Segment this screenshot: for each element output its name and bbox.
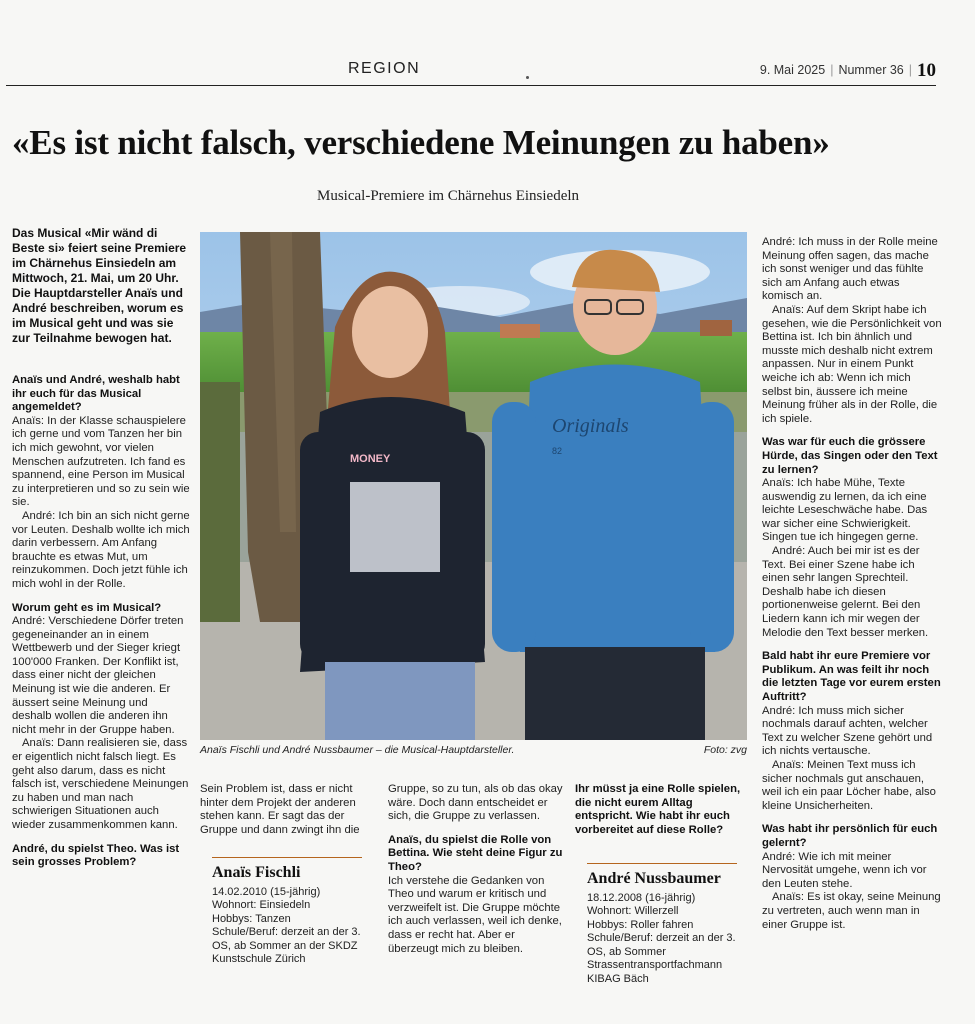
- interview-answer: Sein Problem ist, dass er nicht hinter dem Projekt der anderen stehen kann. Er sagt das der Gruppe und dann zwingt ihn die: [200, 783, 360, 836]
- profile-detail: 14.02.2010 (15-jährig): [212, 885, 321, 898]
- issue-number: Nummer 36: [838, 63, 904, 77]
- profile-detail: Wohnort: Willerzell: [587, 905, 679, 917]
- text-column-1: [12, 226, 190, 870]
- interview-answer: André: Ich muss mich sicher nochmals darauf achten, welcher Text zu welcher Szene gehört und ich nichts vertausche.: [762, 704, 933, 758]
- text-column-3: [388, 783, 564, 956]
- photo-credit: Foto: zvg: [703, 744, 747, 756]
- interview-answer: André: Ich bin an sich nicht gerne vor Leuten. Deshalb wollte ich mich darin verbessern. Am Anfang brauchte es etwas Mut, um reinzukommen. Doch jetzt fühle ich mich wohl in der Rolle.: [12, 509, 190, 590]
- column-1-body: [12, 374, 190, 870]
- profile-detail: 18.12.2008 (16-jährig): [587, 891, 696, 904]
- profile-andre: [587, 863, 747, 986]
- interview-question: Was habt ihr persönlich für euch gelernt?: [762, 823, 938, 849]
- headline: «Es ist nicht falsch, verschiedene Meinungen zu haben»: [12, 123, 830, 162]
- interview-question: Anaïs, du spielst die Rolle von Bettina. Wie steht deine Figur zu Theo?: [388, 833, 563, 873]
- text-column-4: [575, 783, 751, 837]
- profile-detail: Hobbys: Roller fahren: [587, 918, 694, 931]
- profile-anais: [212, 857, 372, 967]
- interview-answer: André: Ich muss in der Rolle meine Meinung offen sagen, das mache ich sonst weniger und das fühlte sich am Anfang auch etwas komisch an.: [762, 236, 938, 303]
- interview-answer: Anaïs: Ich habe Mühe, Texte auswendig zu lernen, da ich eine leichte Leseschwäche habe. Das war sicher eine Schwierigkeit. Singen tue ich hingegen gerne.: [762, 477, 928, 544]
- issue-info: 9. Mai 2025 | Nummer 36 | 10: [759, 60, 936, 81]
- profile-name: Anaïs Fischli: [212, 864, 301, 881]
- interview-answer: Ich verstehe die Gedanken von Theo und warum er kritisch und verzweifelt ist. Die Gruppe möchte ich auch verlassen, weil ich denke, dass er recht hat. Aber er überzeugt mich zu bleiben.: [388, 874, 562, 955]
- page-number: 10: [917, 60, 936, 81]
- header-rule: [6, 85, 936, 86]
- interview-question: Worum geht es im Musical?: [12, 601, 162, 614]
- article-photo: [200, 232, 747, 740]
- sweatshirt-text-right: Originals: [552, 415, 629, 437]
- subheadline: Musical-Premiere im Chärnehus Einsiedeln: [317, 188, 580, 204]
- photo-caption-row: [200, 744, 747, 756]
- interview-question: Was war für euch die grössere Hürde, das Singen oder den Text zu lernen?: [762, 436, 938, 476]
- profile-name: André Nussbaumer: [587, 870, 721, 887]
- interview-question: André, du spielst Theo. Was ist sein grosses Problem?: [12, 842, 180, 869]
- photo-illustration: [200, 232, 747, 740]
- interview-answer: André: Wie ich mit meiner Nervosität umgehe, wenn ich vor den Leuten stehe.: [762, 850, 927, 890]
- interview-answer: Anaïs: Es ist okay, seine Meinung zu vertreten, auch wenn man in einer Gruppe ist.: [762, 891, 941, 931]
- photo-caption: Anaïs Fischli und André Nussbaumer – die Musical-Hauptdarsteller.: [200, 744, 515, 756]
- section-label: REGION: [348, 60, 421, 77]
- interview-question: Anaïs und André, weshalb habt ihr euch für das Musical angemeldet?: [12, 374, 180, 414]
- interview-answer: Anaïs: Dann realisieren sie, dass er eigentlich nicht falsch liegt. Es geht also darum, dass es nicht falsch ist, verschiedene Meinungen zu haben und man nach schwierigen Situationen auch wieder zusammenkommen kann.: [12, 737, 189, 831]
- issue-date: 9. Mai 2025: [759, 63, 826, 77]
- sweatshirt-text-left: MONEY: [350, 453, 391, 465]
- interview-answer: Anaïs: Auf dem Skript habe ich gesehen, wie die Persönlichkeit von Bettina ist. Ich bin ähnlich und musste mich deshalb nicht extrem anpassen. Nur in einem Punkt weiche ich ab: Wenn ich mich selbst bin, äussere ich meine Meinung früher als in der Rolle, die ich spiele.: [762, 303, 942, 425]
- interview-answer: André: Auch bei mir ist es der Text. Bei einer Szene habe ich einen sehr langen Sprechteil. Deshalb habe ich diesen portionenweise gelernt. Bei den Liedern kann ich mir wegen der Melodie den Text besser merken.: [762, 545, 929, 639]
- profile-detail: Wohnort: Einsiedeln: [212, 899, 311, 911]
- sweatshirt-small-text: 82: [552, 446, 563, 456]
- profile-rule: [212, 857, 362, 858]
- profile-detail: Schule/Beruf: derzeit an der 3. OS, ab Sommer Strassentransportfachmann KIBAG Bäch: [587, 932, 736, 985]
- text-column-2: [200, 783, 376, 837]
- profile-rule: [587, 863, 737, 864]
- article-lead: Das Musical «Mir wänd di Beste si» feiert seine Premiere im Chärnehus Einsiedeln am Mittwoch, 21. Mai, um 20 Uhr. Die Hauptdarsteller Anaïs und André beschreiben, worum es im Musical geht und was sie zur Teilnahme bewogen hat.: [12, 226, 187, 345]
- interview-answer: Anaïs: Meinen Text muss ich sicher nochmals gut anschauen, weil ich ein paar Löcher habe, also kleine Unsicherheiten.: [762, 758, 936, 812]
- profile-detail: Schule/Beruf: derzeit an der 3. OS, ab Sommer an der SKDZ Kunstschule Zürich: [212, 926, 361, 965]
- profile-detail: Hobbys: Tanzen: [212, 912, 291, 925]
- text-column-5: [762, 236, 942, 932]
- interview-question: Ihr müsst ja eine Rolle spielen, die nicht eurem Alltag entspricht. Wie habt ihr euch vorbereitet auf diese Rolle?: [575, 783, 741, 836]
- interview-answer: Gruppe, so zu tun, als ob das okay wäre. Doch dann entscheidet er sich, die Gruppe zu verlassen.: [388, 783, 563, 823]
- interview-answer: André: Verschiedene Dörfer treten gegeneinander an in einem Wettbewerb und der Sieger kriegt 100'000 Franken. Der Konflikt ist, dass einer nicht der gleichen Meinung ist wie die anderen. Er äussert seine Meinung und deshalb wollen die anderen ihn nicht mehr in der Gruppe haben.: [12, 615, 184, 736]
- interview-answer: Anaïs: In der Klasse schauspielere ich gerne und vom Tanzen her bin ich mich gewohnt, vor vielen Menschen aufzutreten. Ich fand es spannend, eine Person im Musical zu interpretieren und so zu sein wie sie.: [12, 414, 190, 509]
- interview-question: Bald habt ihr eure Premiere vor Publikum. An was feilt ihr noch die letzten Tage vor eurem ersten Auftritt?: [762, 650, 941, 703]
- running-header: [6, 58, 936, 86]
